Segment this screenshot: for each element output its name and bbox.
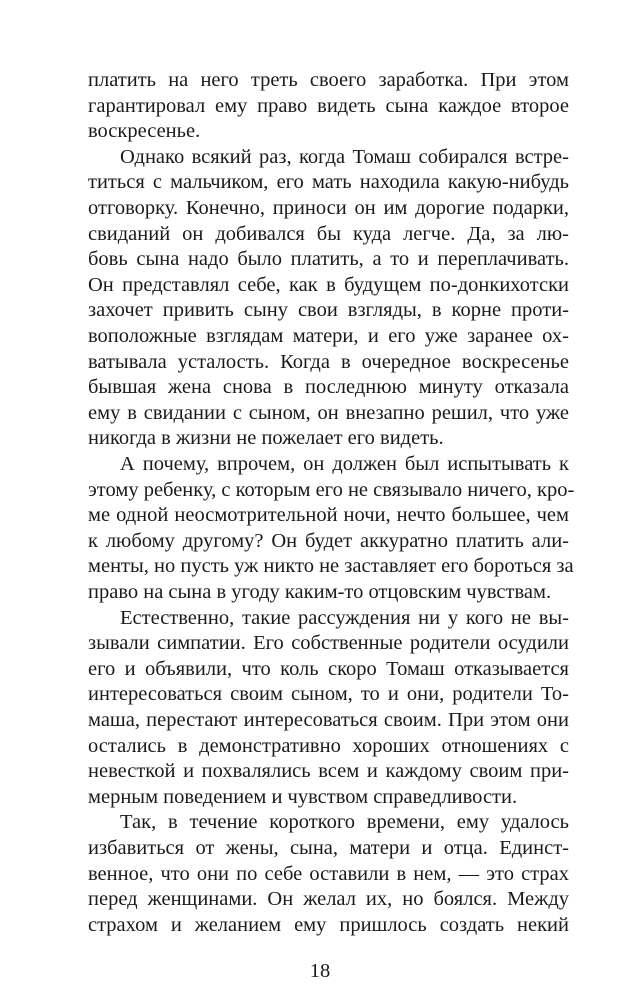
text-line: перед женщинами. Он желал их, но боялся. Между	[88, 888, 569, 911]
text-line: Он представлял себе, как в будущем по-донкихотски	[88, 273, 569, 296]
text-line: мерным поведением и чувством справедливости.	[88, 785, 518, 808]
text-line: воположные взглядам матери, и его уже заранее ох-	[88, 325, 569, 347]
text-line: свиданий он добивался бы куда легче. Да, за лю-	[88, 222, 569, 245]
text-line: гарантировал ему право видеть сына каждое второе	[88, 94, 569, 117]
text-line: бовь сына надо было платить, а то и переплачивать.	[88, 248, 569, 271]
text-line: зывали симпатии. Его собственные родители осудили	[88, 632, 569, 655]
text-line: к любому другому? Он будет аккуратно платить али-	[88, 529, 569, 552]
text-line: менты, но пусть уж никто не заставляет его бороться за	[88, 555, 574, 578]
text-line: страхом и желанием ему пришлось создать некий	[88, 913, 569, 936]
text-line: Так, в течение короткого времени, ему удалось	[120, 811, 569, 834]
text-line: его и объявили, что коль скоро Томаш отказывается	[88, 657, 569, 680]
page-number: 18	[309, 960, 331, 983]
text-line: ему в свидании с сыном, он внезапно решил, что уже	[88, 401, 569, 424]
text-line: право на сына в угоду каким-то отцовским чувствам.	[88, 581, 552, 603]
text-line: Естественно, такие рассуждения ни у кого не вы-	[120, 606, 569, 629]
text-line: Однако всякий раз, когда Томаш собирался встре-	[120, 145, 569, 168]
text-line: А почему, впрочем, он должен был испытывать к	[120, 453, 569, 475]
text-line: ватывала усталость. Когда в очередное воскресенье	[88, 350, 569, 373]
text-line: избавиться от жены, сына, матери и отца. Единст-	[88, 837, 569, 859]
text-line: титься с мальчиком, его мать находила какую-нибудь	[88, 171, 569, 194]
text-line: маша, перестают интересоваться своим. При этом они	[88, 709, 569, 731]
text-line: отговорку. Конечно, приноси он им дорогие подарки,	[88, 197, 569, 219]
text-line: интересоваться своим сыном, то и они, родители То-	[88, 683, 569, 706]
text-line: бывшая жена снова в последнюю минуту отказала	[88, 376, 569, 399]
text-line: платить на него треть своего заработка. При этом	[88, 69, 569, 91]
text-line: невесткой и похвалялись всем и каждому своим при-	[88, 760, 569, 783]
text-line: этому ребенку, с которым его не связывало ничего, кро-	[88, 478, 575, 501]
text-line: остались в демонстративно хороших отношениях с	[88, 734, 569, 757]
text-line: захочет привить сыну свои взгляды, в корне проти-	[88, 299, 569, 322]
text-line: никогда в жизни не пожелает его видеть.	[88, 427, 444, 450]
text-line: венное, что они по себе оставили в нем, — это страх	[88, 862, 569, 885]
text-line: ме одной неосмотрительной ночи, нечто большее, чем	[88, 504, 569, 527]
text-line: воскресенье.	[88, 120, 201, 143]
